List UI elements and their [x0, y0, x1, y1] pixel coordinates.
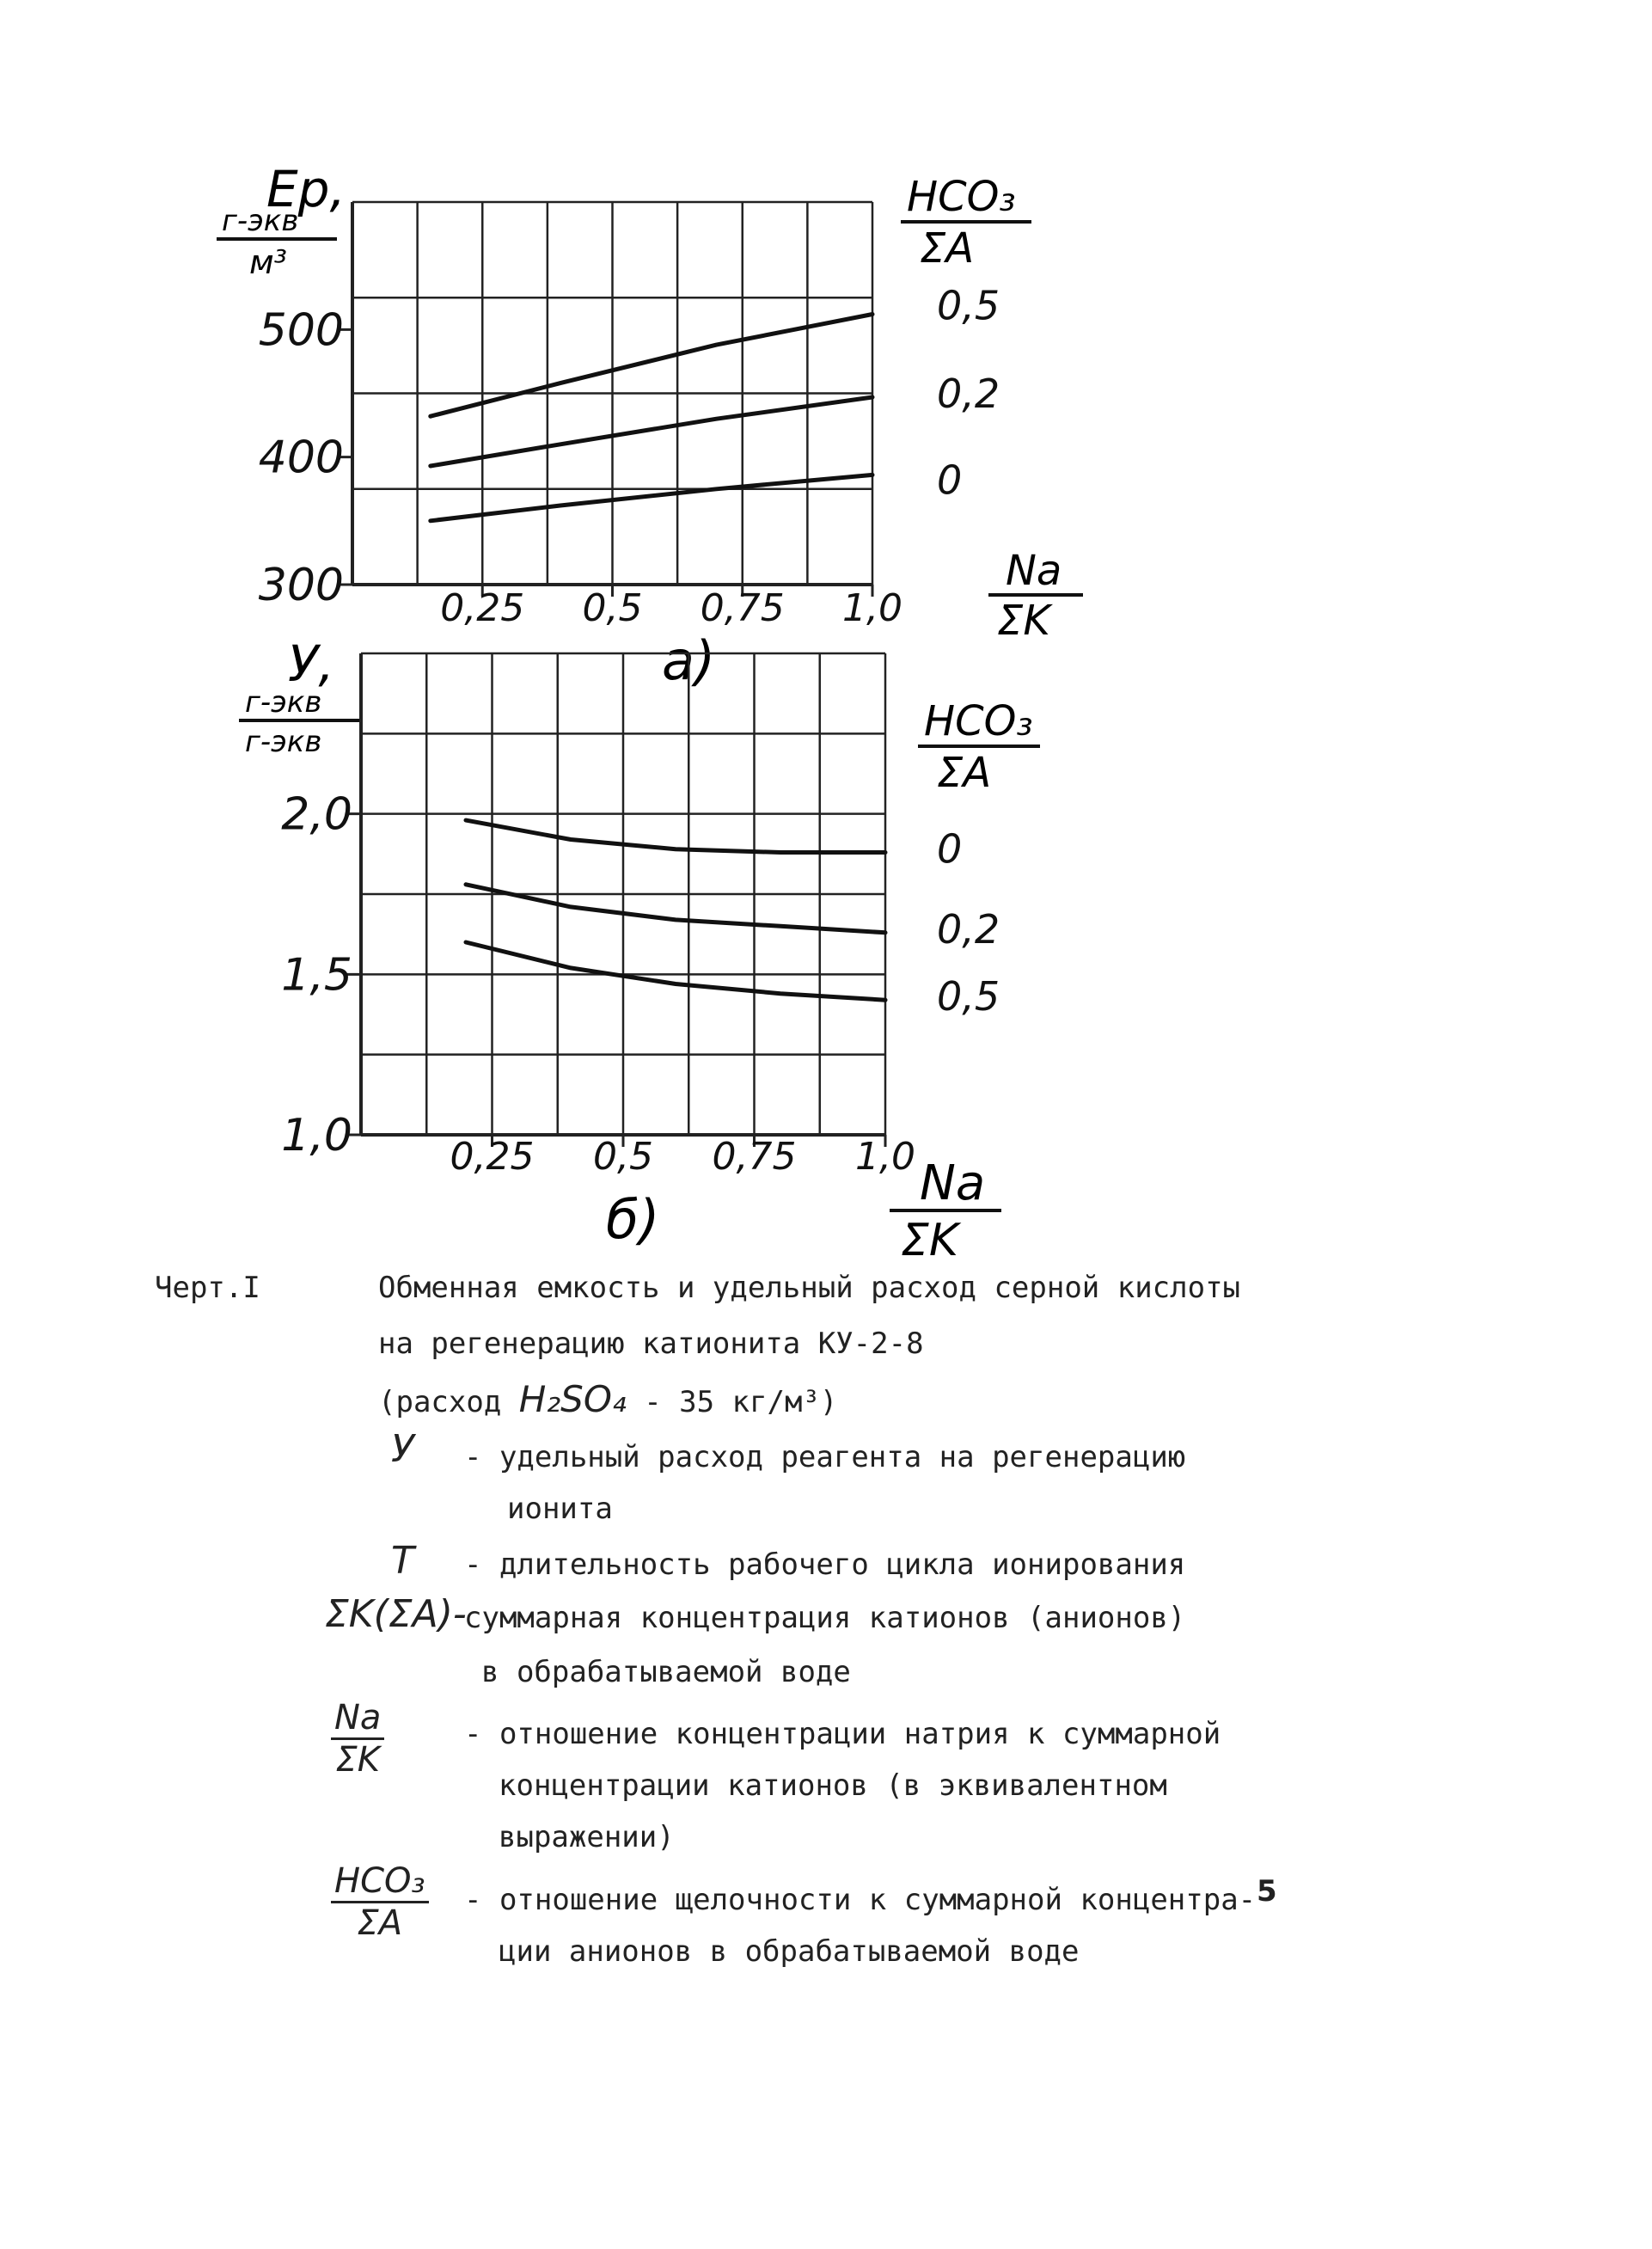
series-label-a-2: 0 [937, 457, 963, 504]
legend-symbol-t: Т [391, 1539, 414, 1583]
legend-text-hco3-1: - отношение щелочности к суммарной концентра- [464, 1883, 1257, 1917]
x-tick-label-b: 1,0 [855, 1135, 915, 1179]
legend-header-num-a: HCO₃ [907, 173, 1016, 221]
y-ticks-b [281, 789, 361, 1161]
x-ticks-a [440, 585, 902, 630]
legend-b [937, 825, 1000, 1020]
y-unit-num-a: г-экв [222, 204, 299, 238]
x-tick-label-b: 0,75 [712, 1135, 797, 1179]
curve-b-1 [466, 885, 885, 933]
panel-label-a: а) [662, 629, 716, 692]
legend-symbol-sum: ΣK(ΣA)- [325, 1592, 467, 1636]
y-symbol-b: У, [288, 634, 334, 693]
series-label-a-1: 0,2 [937, 370, 1000, 417]
grid-a [352, 202, 872, 585]
caption-line3-pre: (расход [378, 1385, 519, 1419]
caption-line3-post: - 35 кг/м³) [626, 1385, 838, 1419]
legend-text-na-2: концентрации катионов (в эквивалентном [499, 1768, 1167, 1803]
x-label-num-b: Na [920, 1155, 986, 1211]
y-symbol-a: Ep, [266, 160, 346, 218]
x-tick-label-a: 1,0 [842, 586, 902, 630]
curve-a-1 [431, 397, 872, 466]
legend-header-den-a: ΣA [920, 224, 975, 273]
panel-label-b: б) [606, 1188, 660, 1251]
caption-line3 [378, 1378, 837, 1420]
caption-label: Черт.I [155, 1271, 260, 1305]
legend-fraction-na-den: ΣK [335, 1740, 380, 1780]
y-tick-label-a: 400 [258, 432, 344, 484]
page-number: 5 [1257, 1874, 1277, 1909]
legend-text-na-3: выражении) [499, 1820, 675, 1854]
y-tick-label-b: 1,0 [281, 1110, 352, 1161]
chart-panel-b [239, 634, 1040, 1266]
legend-a [937, 283, 1000, 504]
x-tick-label-b: 0,5 [593, 1135, 653, 1179]
y-tick-label-a: 500 [258, 304, 344, 357]
legend-text-t-1: - длительность рабочего цикла ионирования [464, 1547, 1186, 1582]
chart-panel-a [217, 160, 1083, 692]
curves-b [466, 820, 885, 1000]
x-label-num-a: Na [1006, 547, 1062, 595]
x-ticks-b [450, 1135, 915, 1179]
series-label-b-1: 0,2 [937, 905, 1000, 953]
legend-symbol-y: У [391, 1427, 414, 1471]
y-ticks-a [259, 304, 352, 611]
curve-b-2 [466, 942, 885, 1000]
legend-fraction-hco3-den: ΣA [357, 1903, 403, 1943]
caption-line2: на регенерацию катионита КУ-2-8 [378, 1327, 924, 1361]
y-tick-label-b: 2,0 [281, 788, 352, 841]
curve-a-0 [431, 315, 872, 417]
x-tick-label-b: 0,25 [450, 1135, 535, 1179]
series-label-b-0: 0 [937, 825, 963, 873]
y-unit-num-b: г-экв [245, 685, 322, 720]
legend-header-num-b: HCO₃ [924, 697, 1033, 745]
x-label-den-a: ΣK [997, 597, 1050, 645]
legend-text-y-2: ионита [507, 1492, 613, 1526]
x-tick-label-a: 0,5 [582, 586, 643, 630]
series-label-a-0: 0,5 [937, 282, 1000, 329]
legend-fraction-na [331, 1698, 384, 1780]
series-label-b-2: 0,5 [937, 973, 1000, 1020]
legend-text-sum-1: суммарная концентрация катионов (анионов) [464, 1601, 1186, 1635]
legend-text-y-1: - удельный расход реагента на регенерацию [464, 1440, 1186, 1474]
legend-header-den-b: ΣA [937, 749, 992, 797]
x-tick-label-a: 0,75 [700, 586, 785, 630]
y-unit-den-a: м³ [249, 243, 287, 281]
y-tick-label-a: 300 [258, 560, 344, 611]
grid-b [361, 653, 885, 1135]
caption-line3-formula: H₂SO₄ [518, 1378, 627, 1420]
legend-text-na-1: - отношение концентрации натрия к суммарной [464, 1717, 1221, 1751]
curve-b-0 [466, 820, 885, 852]
y-unit-den-b: г-экв [245, 725, 322, 759]
legend-fraction-na-num: Na [331, 1698, 384, 1740]
legend-text-sum-2: в обрабатываемой воде [481, 1655, 851, 1689]
curve-a-2 [431, 475, 872, 520]
x-label-den-b: ΣK [901, 1215, 958, 1266]
x-tick-label-a: 0,25 [440, 586, 525, 630]
y-tick-label-b: 1,5 [281, 949, 352, 1002]
caption-line1: Обменная емкость и удельный расход серной кислоты [378, 1271, 1241, 1305]
legend-text-hco3-2: ции анионов в обрабатываемой воде [499, 1934, 1080, 1969]
legend-fraction-hco3-num: HCO₃ [331, 1861, 429, 1903]
legend-fraction-hco3 [331, 1861, 429, 1943]
